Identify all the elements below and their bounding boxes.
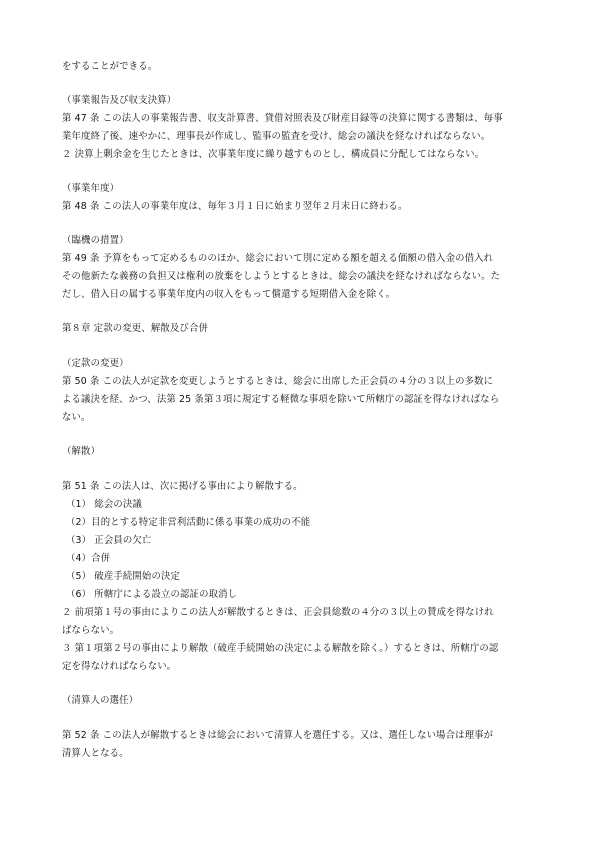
- heading-dissolution: （解散）: [62, 446, 101, 457]
- heading-liquidator-appointment: （清算人の選任）: [62, 695, 139, 706]
- article-51-paragraph-3-line-1: ３ 第１項第２号の事由により解散（破産手続開始の決定による解散を除く。）するときは、所轄庁の認: [62, 643, 499, 654]
- article-49-line-2: その他新たな義務の負担又は権利の放棄をしようとするときは、総会の議決を経なければならない。た: [62, 271, 501, 282]
- article-47-paragraph-2: ２ 決算上剰余金を生じたときは、次事業年度に繰り越すものとし、構成員に分配してはならない。: [62, 149, 485, 160]
- article-52-line-2: 清算人となる。: [62, 748, 129, 759]
- article-52-line-1: 第 52 条 この法人が解散するときは総会において清算人を選任する。又は、選任しない場合は理事が: [62, 730, 494, 741]
- text-line-continuation: をすることができる。: [62, 61, 158, 72]
- dissolution-reason-5: （5） 破産手続開始の決定: [66, 571, 181, 582]
- heading-articles-amendment: （定款の変更）: [62, 358, 129, 369]
- heading-fiscal-year: （事業年度）: [62, 183, 120, 194]
- dissolution-reason-2: （2）目的とする特定非営利活動に係る事業の成功の不能: [66, 517, 311, 528]
- article-48-line-1: 第 48 条 この法人の事業年度は、毎年３月１日に始まり翌年２月末日に終わる。: [62, 201, 408, 212]
- heading-emergency-measures: （臨機の措置）: [62, 235, 129, 246]
- article-51-paragraph-3-line-2: 定を得なければならない。: [62, 661, 177, 672]
- article-47-line-1: 第 47 条 この法人の事業報告書、収支計算書、貸借対照表及び財産目録等の決算に関する書類は、毎事: [62, 113, 503, 124]
- chapter-8-heading: 第８章 定款の変更、解散及び合併: [62, 323, 209, 334]
- article-50-line-3: ない。: [62, 412, 91, 423]
- article-47-line-2: 業年度終了後、速やかに、理事長が作成し、監事の監査を受け、総会の議決を経なければならない。: [62, 131, 491, 142]
- heading-business-report: （事業報告及び収支決算）: [62, 95, 177, 106]
- dissolution-reason-6: （6） 所轄庁による設立の認証の取消し: [66, 589, 238, 600]
- dissolution-reason-3: （3） 正会員の欠亡: [66, 535, 152, 546]
- article-49-line-1: 第 49 条 予算をもって定めるもののほか、総会において別に定める額を超える価額の借入金の借入れ: [62, 253, 494, 264]
- article-49-line-3: だし、借入日の属する事業年度内の収入をもって償還する短期借入金を除く。: [62, 289, 396, 300]
- article-51-paragraph-2-line-1: ２ 前項第１号の事由によりこの法人が解散するときは、正会員総数の４分の３以上の賛成を得なけれ: [62, 607, 494, 618]
- dissolution-reason-1: （1） 総会の決議: [66, 499, 142, 510]
- article-50-line-1: 第 50 条 この法人が定款を変更しようとするときは、総会に出席した正会員の４分の３以上の多数に: [62, 376, 494, 387]
- article-51-paragraph-2-line-2: ばならない。: [62, 625, 120, 636]
- article-50-line-2: よる議決を経、かつ、法第 25 条第３項に規定する軽微な事項を除いて所轄庁の認証を得なければなら: [62, 394, 500, 405]
- dissolution-reason-4: （4）合併: [66, 553, 111, 564]
- article-51-line-1: 第 51 条 この法人は、次に掲げる事由により解散する。: [62, 481, 303, 492]
